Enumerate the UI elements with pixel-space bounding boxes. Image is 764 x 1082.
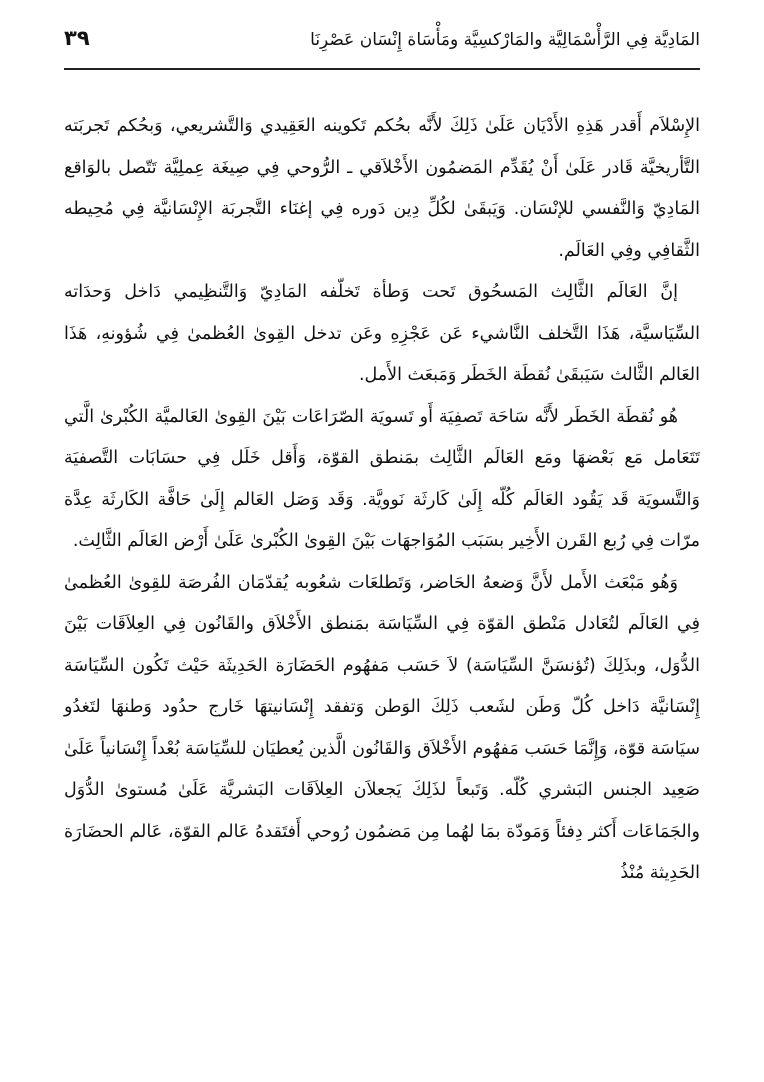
- paragraph: وَهُو مَبْعَث الأَمل لأَنَّ وَضعهُ الحَاضر، وَتَطلعَات شعُوبه يُقدّمَان الفُرصَة للقِوىٰ العُظمىٰ فِي العَالَم لتُعَادل مَنْطق القوّة فِي السِّيَاسَة بمَنطق الأَخْلاَق والقَانُون فِي العِلاَقَات بَيْنَ الدُّوَل، وبذَلِكَ (تُؤنسَنَّ السِّيَاسَة) لاَ حَسَب مَفهُوم الحَضَارَة الحَدِيثَة حَيْث تَكُون السِّيَاسَة إِنْسَانيَّة دَاخل كُلّ وَطَن لشَعب ذَلِكَ الوَطن وَتفقد إِنْسَانيتهَا خَارج حدُود وَطنهَا لتَغدُو سيَاسَة قوّة، وَإِنَّمَا حَسَب مَفهُوم الأَخْلاَق وَالقَانُون الَّذين يُعطيَان للسِّيَاسَة بُعْداً إِنْسَانياً عَلَىٰ صَعِيد الجنس البَشري كُلّه. وَتَبعاً لذَلِكَ يَجعلاَن العِلاَقَات البَشريَّة عَلَىٰ مُستوىٰ الدُّوَل والجَمَاعَات أَكثر دِفئاً وَمَودّة بمَا لهُما مِن مَضمُون رُوحي أَفتَقدهُ عَالم القوّة، عَالم الحضَارَة الحَدِيثة مُنْذُ: [64, 572, 700, 883]
- header-divider: [64, 68, 700, 70]
- paragraph: هُو نُقطَة الخَطَر لأَنَّه سَاحَة تَصفِيَة أَو تَسويَة الصّرَاعَات بَيْنَ القِوىٰ العَالميَّة الكُبْرىٰ الَّتي تَتَعَامل مَع بَعْضهَا ومَع العَالَم الثَّالِث بمَنطق القوّة، وَأَقل خَلَل فِي حسَابَات التَّصفيَة وَالتَّسويَة قَد يَقُود العَالَم كُلّه إِلَىٰ كَارثَة نَوويَّة. وَقَد وَصَل العَالم إِلَىٰ حَافَّة الكَارثَة عِدَّة مرّات فِي رُبع القَرن الأَخِير بسَبَب المُوَاجهَات بَيْنَ القِوىٰ الكُبْرىٰ عَلَىٰ أَرْض العَالَم الثَّالِث.: [64, 406, 700, 551]
- running-header: [64, 22, 700, 62]
- body-text: [64, 106, 700, 895]
- paragraph: إنَّ العَالَم الثَّالِث المَسحُوق تَحت وَطأة تَخلّفه المَادِيّ وَالتَّنظِيمي دَاخل وَحدَاته السِّيَاسيَّة، هَذَا التَّخلف النَّاشيء عَن عَجْزِهِ وعَن تدخل القِوىٰ العُظمىٰ فِي شُؤونهِ، هَذَا العَالم الثَّالث سَيَبقَىٰ نُقطَة الخَطَر وَمَبعَث الأَمل.: [64, 282, 700, 385]
- running-header-title: المَادِيَّة فِي الرَّأْسْمَالِيَّة والمَارْكسِيَّة ومَأْسَاة إِنْسَان عَصْرِنَا: [310, 30, 700, 50]
- page-number: ٣٩: [64, 26, 90, 50]
- paragraph: الإِسْلاَم أَقدر هَذِهِ الأَدْيَان عَلَىٰ ذَلِكَ لأَنَّه بحُكم تَكوينه العَقِيدي وَالتَّشريعي، وَبحُكم تَجربَته التَّأريخيَّة قَادر عَلَىٰ أَنْ يُقَدِّم المَضمُون الأَخْلاَقي ـ الرُّوحي فِي صِيغَة عِملِيَّة تَتّصل بالوَاقع المَادِيّ وَالنَّفسي للإنْسَان. وَيَبقَىٰ لكُلِّ دِين دَوره فِي إغنَاء التَّجربَة الإِنْسَانيَّة فِي مُحِيطه الثَّقافِي وفِي العَالَم.: [64, 116, 700, 261]
